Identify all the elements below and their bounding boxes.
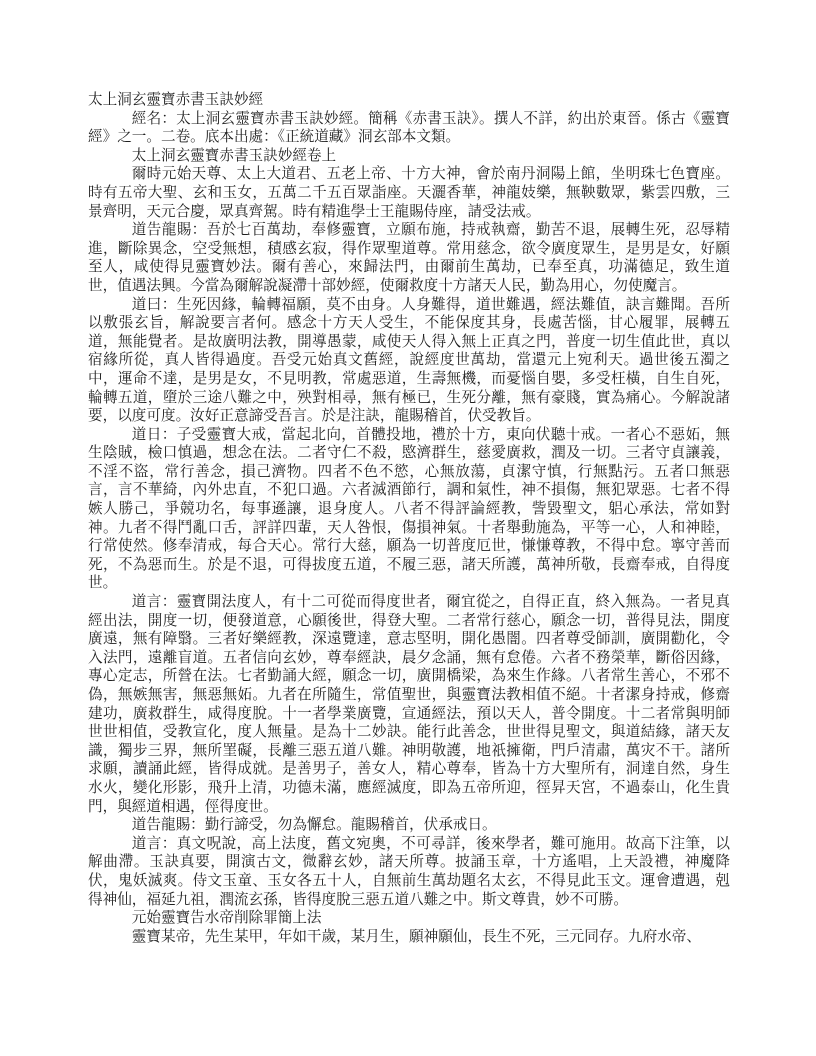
paragraph-dao-says-lifedeath: 道曰：生死因緣，輪轉福願，莫不由身。人身難得，道世難遇，經法難值，訣言難聞。吾所以敷張玄旨，解說要言者何。感念十方天人受生，不能保度其身，長處苦惱，甘心履罪，展轉五道，無能覺者。是故廣明法教，開導愚蒙，咸使天人得入無上正真之門，普度一切生值此世，真以宿緣所從，真人皆得過度。吾受元始真文舊經，說經度世萬劫，當還元上宛利天。過世後五濁之中，運命不達，是男是女，不見明教，常處惡道，生壽無機，而憂惱自嬰，多受枉橫，自生自死，輪轉五道，墮於三途八難之中，殃對相尋，無有極已，生死分離，無有豪賤，實為痛心。今解說諸要，以度可度。汝好正意諦受吾言。於是注訣，龍賜稽首，伏受教旨。: [88, 296, 730, 425]
paragraph-opening-scene: 爾時元始天尊、太上大道君、五老上帝、十方大神，會於南丹洞陽上館，坐明珠七色寶座。時有五帝大聖、玄和玉女，五萬二千五百眾詣座。天灑香華，神龍妓樂，無鞅數眾，紫雲四敷，三景齊明，天元合慶，眾真齊駕。時有精進學士王龍賜侍座，請受法戒。: [88, 166, 730, 220]
paragraph-twelve-ways: 道言：靈寶開法度人，有十二可從而得度世者，爾宜從之，自得正直，終入無為。一者見真經出法，開度一切，便發道意，心願後世，得登大聖。二者常行慈心，願念一切，普得見法，開度廣遠，無有障翳。三者好樂經教，深遠覽達，意志堅明，開化愚闇。四者尊受師訓，廣開勸化，令入法門，遠離盲道。五者信向玄妙，尊奉經訣，晨夕念誦，無有怠倦。六者不務榮華，斷俗因緣，專心定志，所營在法。七者勤誦大經，願念一切，廣開橋梁，為來生作緣。八者常生善心，不邪不偽，無嫉無害，無惡無妬。九者在所隨生，常值聖世，與靈寶法教相值不絕。十者潔身持戒，修齋建功，廣救群生，咸得度脫。十一者學業廣覽，宣通經法，預以天人，普令開度。十二者常與明師世世相值，受教宣化，度人無量。是為十二妙訣。能行此善念，世世得見聖文，與道結緣，諸天友識，獨步三界，無所罣礙，長離三惡五道八難。神明敬護，地祇擁衛，門戶清肅，萬灾不干。諸所求願，讀誦此經，皆得成就。是善男子，善女人，精心尊奉，皆為十方大聖所有，洞達自然，身生水火，變化形影，飛升上清，功德未滿，應經滅度，即為五帝所迎，徑昇天宮，不過泰山，化生貴門，與經道相遇，俓得度世。: [88, 594, 730, 815]
paragraph-ten-precepts: 道日：子受靈寶大戒，當起北向，首體投地，禮於十方，東向伏聽十戒。一者心不惡妬，無生陰賊，檢口慎過，想念在法。二者守仁不殺，愍濟群生，慈愛廣救，潤及一切。三者守貞讓義，不淫不盜，常行善念，損己濟物。四者不色不慾，心無放蕩，貞潔守慎，行無點污。五者口無惡言，言不華綺，內外忠直，不犯口過。六者滅酒節行，調和氣性，神不損傷，無犯眾惡。七者不得嫉人勝己，爭競功名，每事遜讓，退身度人。八者不得評論經教，訾毀聖文，躳心承法，常如對神。九者不得鬥亂口舌，評詳四輩，天人咎恨，傷損神氣。十者舉動施為，平等一心，人和神睦，行常使然。修奉清戒，每合天心。常行大慈，願為一切普度厄世，慊慊尊教，不得中怠。寧守善而死，不為惡而生。於是不退，可得拔度五道，不履三惡，諸天所護，萬神所敬，長齋奉戒，自得度世。: [88, 426, 730, 592]
paragraph-exhortation: 道告龍賜：勤行諦受，勿為懈怠。龍賜稽首，伏承戒日。: [131, 817, 497, 834]
paragraph-colophon: 經名：太上洞玄靈寶赤書玉訣妙經。簡稱《赤書玉訣》。撰人不詳，約出於東晉。係古《靈寶經》之一。二卷。底本出處：《正統道藏》洞玄部本文類。: [88, 110, 730, 146]
paragraph-true-script: 道言：真文呪說，高上法度，舊文宛奧，不可尋詳，後來學者，難可施用。故高下注筆，以解曲滯。玉訣真要，開演古文，微辭玄妙，諸天所尊。披誦玉章，十方遙唱，上天設禮，神魔降伏，鬼妖滅爽。侍文玉童、玉女各五十人，自無前生萬劫題名太玄，不得見此玉文。運會遭遇，剋得神仙，福延九祖，潤流玄孫，皆得度脫三惡五道八難之中。斯文尊貴，妙不可勝。: [88, 835, 730, 908]
paragraph-section-heading: 元始靈寶告水帝削除罪簡上法: [131, 910, 322, 927]
paragraph-dao-tells-longci: 道告龍賜：吾於七百萬劫，奉修靈寶，立願布施，持戒執齋，勤苦不退，展轉生死，忍辱精進，斷除異念，空受無想，積感玄寂，得作眾聖道尊。常用慈念，欲令廣度眾生，是男是女，好願至人，咸使得見靈寶妙法。爾有善心，來歸法門，由爾前生萬劫，已奉至真，功滿德足，致生道世，值遇法興。今當為爾解說凝滯十部妙經，使爾救度十方諸天人民，勤為用心，勿使魔言。: [88, 222, 730, 294]
document-title: 太上洞玄靈寶赤書玉訣妙經: [88, 92, 264, 108]
paragraph-petition: 靈寶某帝，先生某甲，年如干歲，某月生，願神願仙，長生不死，三元同存。九府水帝、: [131, 928, 701, 945]
paragraph-volume-heading: 太上洞玄靈寶赤書玉訣妙經卷上: [131, 147, 337, 164]
